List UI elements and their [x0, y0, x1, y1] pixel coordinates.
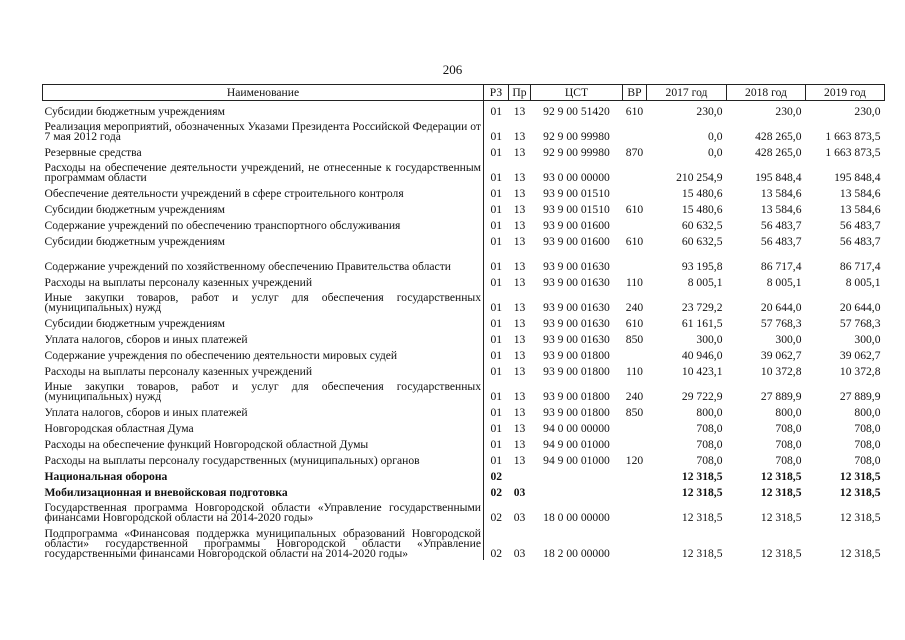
cell-y2017: 12 318,5 — [681, 547, 723, 560]
table-row — [43, 288, 885, 313]
cell-y2019: 1 663 873,5 — [825, 130, 881, 143]
cell-cst: 93 9 00 01630 — [543, 276, 610, 289]
cell-name: Мобилизационная и вневойсковая подготовка — [43, 482, 484, 498]
cell-cst: 93 9 00 01510 — [543, 187, 610, 200]
table-row — [43, 329, 885, 345]
table-row — [43, 482, 885, 498]
cell-y2018: 708,0 — [775, 422, 802, 435]
cell-y2018: 10 372,8 — [760, 365, 802, 378]
table-row — [43, 450, 885, 466]
cell-y2018: 12 318,5 — [760, 470, 802, 483]
cell-y2018: 56 483,7 — [760, 235, 802, 248]
cell-rz: 01 — [490, 454, 503, 467]
cell-y2019: 39 062,7 — [839, 349, 881, 362]
cell-rz: 01 — [490, 406, 503, 419]
cell-cst: 93 9 00 01630 — [543, 317, 610, 330]
cell-y2017: 23 729,2 — [681, 301, 723, 314]
cell-rz: 01 — [490, 105, 503, 118]
cell-name: Уплата налогов, сборов и иных платежей — [43, 329, 484, 345]
cell-pr: 13 — [513, 365, 526, 378]
cell-pr: 03 — [513, 511, 526, 524]
cell-name: Обеспечение деятельности учреждений в сфере строительного контроля — [43, 183, 484, 199]
cell-rz: 02 — [490, 486, 503, 499]
cell-name: Реализация мероприятий, обозначенных Указами Президента Российской Федерации от 7 мая 2012 года — [43, 117, 484, 142]
cell-cst: 93 9 00 01600 — [543, 219, 610, 232]
header-rz: РЗ — [484, 85, 509, 101]
table-row — [43, 523, 885, 560]
cell-y2019: 12 318,5 — [839, 486, 881, 499]
cell-cst — [531, 466, 623, 482]
cell-cst: 93 9 00 01630 — [543, 333, 610, 346]
cell-vr — [623, 418, 647, 434]
cell-y2018: 800,0 — [775, 406, 802, 419]
cell-rz: 01 — [490, 317, 503, 330]
cell-vr: 850 — [625, 406, 644, 419]
cell-name: Подпрограмма «Финансовая поддержка муниципальных образований Новгородской области» государственной программы Новгородской области «Управление государственными финансами Новгородской области на 2014-2020 годы» — [43, 523, 484, 560]
cell-y2017: 708,0 — [696, 438, 723, 451]
cell-vr — [623, 482, 647, 498]
cell-vr: 870 — [625, 146, 644, 159]
cell-y2019: 1 663 873,5 — [825, 146, 881, 159]
cell-y2019: 708,0 — [854, 438, 881, 451]
cell-vr — [623, 345, 647, 361]
cell-y2019: 57 768,3 — [839, 317, 881, 330]
cell-y2017: 40 946,0 — [681, 349, 723, 362]
cell-name: Национальная оборона — [43, 466, 484, 482]
cell-cst: 93 9 00 01800 — [543, 390, 610, 403]
cell-vr — [623, 434, 647, 450]
cell-cst: 93 9 00 01630 — [543, 260, 610, 273]
cell-pr: 13 — [513, 146, 526, 159]
cell-name: Расходы на выплаты персоналу казенных учреждений — [43, 272, 484, 288]
cell-name: Расходы на выплаты персоналу государственных (муниципальных) органов — [43, 450, 484, 466]
cell-cst: 94 9 00 01000 — [543, 454, 610, 467]
cell-cst: 92 9 00 99980 — [543, 130, 610, 143]
cell-name: Государственная программа Новгородской области «Управление государственными финансами Новгородской области на 2014-2020 годы» — [43, 498, 484, 523]
cell-rz: 01 — [490, 203, 503, 216]
cell-vr — [623, 466, 647, 482]
cell-y2019: 10 372,8 — [839, 365, 881, 378]
cell-pr: 13 — [513, 130, 526, 143]
cell-rz: 01 — [490, 301, 503, 314]
cell-vr — [623, 498, 647, 523]
cell-y2018: 13 584,6 — [760, 203, 802, 216]
table-row — [43, 434, 885, 450]
cell-vr: 120 — [625, 454, 644, 467]
cell-y2018: 195 848,4 — [755, 171, 802, 184]
cell-vr — [623, 215, 647, 231]
cell-y2017: 708,0 — [696, 422, 723, 435]
header-cst: ЦСТ — [531, 85, 623, 101]
cell-y2019: 56 483,7 — [839, 235, 881, 248]
header-vr: ВР — [623, 85, 647, 101]
cell-name: Содержание учреждений по хозяйственному обеспечению Правительства области — [43, 247, 484, 272]
cell-cst: 18 0 00 00000 — [543, 511, 610, 524]
cell-vr — [623, 183, 647, 199]
cell-y2019: 12 318,5 — [839, 547, 881, 560]
cell-y2017: 800,0 — [696, 406, 723, 419]
cell-rz: 01 — [490, 438, 503, 451]
table-row — [43, 199, 885, 215]
cell-pr: 03 — [513, 486, 526, 499]
header-pr: Пр — [509, 85, 531, 101]
cell-y2019: 56 483,7 — [839, 219, 881, 232]
cell-cst: 93 0 00 00000 — [543, 171, 610, 184]
cell-cst: 93 9 00 01630 — [543, 301, 610, 314]
cell-pr: 13 — [513, 390, 526, 403]
cell-name: Субсидии бюджетным учреждениям — [43, 313, 484, 329]
table-row — [43, 402, 885, 418]
cell-cst: 94 9 00 01000 — [543, 438, 610, 451]
cell-name: Субсидии бюджетным учреждениям — [43, 101, 484, 118]
cell-rz: 01 — [490, 171, 503, 184]
cell-y2017: 12 318,5 — [681, 486, 723, 499]
header-2017: 2017 год — [647, 85, 727, 101]
cell-rz: 01 — [490, 219, 503, 232]
cell-pr: 13 — [513, 422, 526, 435]
cell-y2017: 708,0 — [696, 454, 723, 467]
cell-rz: 01 — [490, 365, 503, 378]
cell-pr: 13 — [513, 219, 526, 232]
cell-rz: 01 — [490, 276, 503, 289]
cell-pr — [509, 466, 531, 482]
table-row — [43, 361, 885, 377]
cell-rz: 01 — [490, 422, 503, 435]
cell-y2019: 300,0 — [854, 333, 881, 346]
cell-y2017: 60 632,5 — [681, 235, 723, 248]
cell-y2018: 13 584,6 — [760, 187, 802, 200]
cell-pr: 13 — [513, 276, 526, 289]
table-row — [43, 247, 885, 272]
table-row — [43, 377, 885, 402]
cell-cst: 94 0 00 00000 — [543, 422, 610, 435]
cell-name: Расходы на обеспечение функций Новгородской областной Думы — [43, 434, 484, 450]
cell-y2017: 60 632,5 — [681, 219, 723, 232]
table-row — [43, 466, 885, 482]
cell-y2019: 195 848,4 — [834, 171, 881, 184]
cell-pr: 13 — [513, 406, 526, 419]
cell-y2019: 12 318,5 — [839, 470, 881, 483]
cell-y2017: 15 480,6 — [681, 187, 723, 200]
cell-name: Иные закупки товаров, работ и услуг для обеспечения государственных (муниципальных) нужд — [43, 377, 484, 402]
cell-y2018: 27 889,9 — [760, 390, 802, 403]
cell-rz: 01 — [490, 130, 503, 143]
cell-y2019: 20 644,0 — [839, 301, 881, 314]
table-row — [43, 183, 885, 199]
cell-y2017: 300,0 — [696, 333, 723, 346]
table-row — [43, 117, 885, 142]
table-row — [43, 498, 885, 523]
cell-vr: 110 — [626, 276, 643, 289]
cell-vr: 240 — [625, 301, 644, 314]
cell-pr: 13 — [513, 349, 526, 362]
cell-cst: 93 9 00 01800 — [543, 349, 610, 362]
cell-y2017: 29 722,9 — [681, 390, 723, 403]
cell-y2018: 708,0 — [775, 454, 802, 467]
cell-y2017: 0,0 — [708, 130, 723, 143]
cell-cst: 93 9 00 01800 — [543, 365, 610, 378]
cell-y2018: 39 062,7 — [760, 349, 802, 362]
cell-y2019: 230,0 — [854, 105, 881, 118]
cell-y2018: 8 005,1 — [766, 276, 802, 289]
cell-name: Содержание учреждения по обеспечению деятельности мировых судей — [43, 345, 484, 361]
cell-cst: 93 9 00 01800 — [543, 406, 610, 419]
cell-y2018: 57 768,3 — [760, 317, 802, 330]
cell-name: Иные закупки товаров, работ и услуг для обеспечения государственных (муниципальных) нужд — [43, 288, 484, 313]
cell-pr: 13 — [513, 187, 526, 200]
cell-y2018: 12 318,5 — [760, 486, 802, 499]
cell-y2019: 13 584,6 — [839, 203, 881, 216]
cell-pr: 13 — [513, 105, 526, 118]
cell-vr: 850 — [625, 333, 644, 346]
cell-pr: 03 — [513, 547, 526, 560]
cell-y2018: 86 717,4 — [760, 260, 802, 273]
cell-cst: 92 9 00 51420 — [543, 105, 610, 118]
cell-pr: 13 — [513, 301, 526, 314]
cell-pr: 13 — [513, 438, 526, 451]
cell-y2019: 13 584,6 — [839, 187, 881, 200]
cell-pr: 13 — [513, 171, 526, 184]
cell-rz: 02 — [490, 470, 503, 483]
cell-pr: 13 — [513, 454, 526, 467]
table-header-row — [43, 85, 885, 101]
cell-rz: 01 — [490, 187, 503, 200]
cell-name: Субсидии бюджетным учреждениям — [43, 231, 484, 247]
cell-vr: 610 — [625, 235, 644, 248]
cell-vr — [623, 523, 647, 560]
cell-y2019: 27 889,9 — [839, 390, 881, 403]
cell-rz: 01 — [490, 235, 503, 248]
cell-y2019: 708,0 — [854, 422, 881, 435]
budget-table — [42, 84, 885, 560]
cell-rz: 01 — [490, 333, 503, 346]
table-row — [43, 272, 885, 288]
table-row — [43, 158, 885, 183]
cell-y2017: 61 161,5 — [681, 317, 723, 330]
cell-y2017: 15 480,6 — [681, 203, 723, 216]
cell-cst: 93 9 00 01510 — [543, 203, 610, 216]
table-row — [43, 101, 885, 118]
cell-rz: 01 — [490, 260, 503, 273]
cell-vr: 610 — [625, 105, 644, 118]
cell-name: Резервные средства — [43, 142, 484, 158]
cell-y2019: 8 005,1 — [845, 276, 881, 289]
cell-vr — [623, 117, 647, 142]
cell-y2019: 12 318,5 — [839, 511, 881, 524]
cell-y2018: 56 483,7 — [760, 219, 802, 232]
table-row — [43, 313, 885, 329]
table-body — [43, 101, 885, 561]
table-row — [43, 142, 885, 158]
cell-y2018: 428 265,0 — [755, 146, 802, 159]
cell-pr: 13 — [513, 235, 526, 248]
cell-vr — [623, 247, 647, 272]
table-row — [43, 345, 885, 361]
cell-y2018: 12 318,5 — [760, 511, 802, 524]
cell-y2017: 93 195,8 — [681, 260, 723, 273]
cell-cst: 18 2 00 00000 — [543, 547, 610, 560]
header-2018: 2018 год — [727, 85, 806, 101]
cell-vr: 240 — [625, 390, 644, 403]
cell-vr — [623, 158, 647, 183]
cell-pr: 13 — [513, 260, 526, 273]
cell-y2018: 708,0 — [775, 438, 802, 451]
cell-name: Содержание учреждений по обеспечению транспортного обслуживания — [43, 215, 484, 231]
cell-name: Субсидии бюджетным учреждениям — [43, 199, 484, 215]
page-number: 206 — [442, 62, 463, 77]
cell-y2018: 428 265,0 — [755, 130, 802, 143]
cell-y2019: 800,0 — [854, 406, 881, 419]
cell-y2018: 20 644,0 — [760, 301, 802, 314]
table-row — [43, 231, 885, 247]
cell-pr: 13 — [513, 203, 526, 216]
cell-y2017: 12 318,5 — [681, 511, 723, 524]
cell-cst — [531, 482, 623, 498]
cell-vr: 610 — [625, 203, 644, 216]
cell-name: Расходы на выплаты персоналу казенных учреждений — [43, 361, 484, 377]
table-row — [43, 418, 885, 434]
cell-name: Новгородская областная Дума — [43, 418, 484, 434]
cell-rz: 02 — [490, 547, 503, 560]
cell-cst: 92 9 00 99980 — [543, 146, 610, 159]
cell-y2017: 0,0 — [708, 146, 723, 159]
cell-rz: 01 — [490, 146, 503, 159]
cell-y2019: 86 717,4 — [839, 260, 881, 273]
cell-y2018: 300,0 — [775, 333, 802, 346]
cell-y2017: 230,0 — [696, 105, 723, 118]
cell-y2017: 12 318,5 — [681, 470, 723, 483]
cell-rz: 02 — [490, 511, 503, 524]
cell-cst: 93 9 00 01600 — [543, 235, 610, 248]
cell-vr: 610 — [625, 317, 644, 330]
cell-pr: 13 — [513, 333, 526, 346]
cell-y2019: 708,0 — [854, 454, 881, 467]
cell-pr: 13 — [513, 317, 526, 330]
header-2019: 2019 год — [806, 85, 885, 101]
cell-y2017: 8 005,1 — [687, 276, 723, 289]
cell-name: Уплата налогов, сборов и иных платежей — [43, 402, 484, 418]
cell-name: Расходы на обеспечение деятельности учреждений, не отнесенные к государственным программам области — [43, 158, 484, 183]
header-name: Наименование — [43, 85, 484, 101]
cell-y2017: 10 423,1 — [681, 365, 723, 378]
table-row — [43, 215, 885, 231]
cell-vr: 110 — [626, 365, 643, 378]
cell-y2017: 210 254,9 — [676, 171, 723, 184]
cell-rz: 01 — [490, 349, 503, 362]
cell-y2018: 230,0 — [775, 105, 802, 118]
cell-y2018: 12 318,5 — [760, 547, 802, 560]
cell-rz: 01 — [490, 390, 503, 403]
